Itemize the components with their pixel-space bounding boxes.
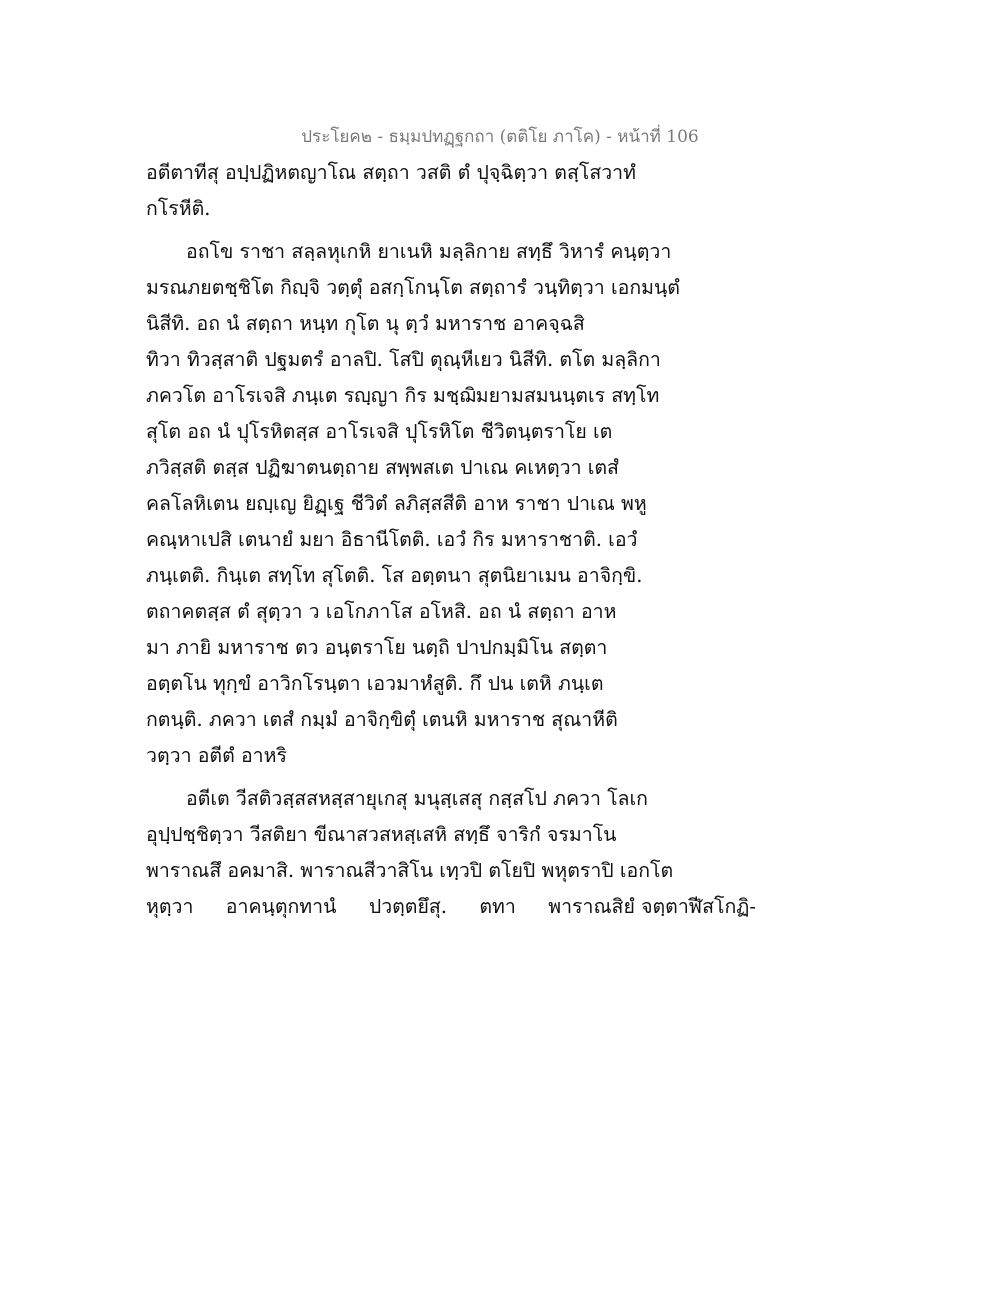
running-header: ประโยค๒ - ธมฺมปทฏฺฐกถา (ตติโย ภาโค) - หน้าที่ 106 [301, 127, 699, 147]
text-line: คณฺหาเปสิ เตนายํ มยา อิธานีโตติ. เอวํ กิร มหาราชาติ. เอวํ [146, 528, 638, 551]
text-line: นิสีทิ. อถ นํ สตฺถา หนฺท กุโต นุ ตฺวํ มหาราช อาคจฺฉสิ [146, 312, 585, 335]
text-line: สุโต อถ นํ ปุโรหิตสฺส อาโรเจสิ ปุโรหิโต ชีวิตนฺตราโย เต [146, 420, 613, 443]
word: พาราณสิยํ จตฺตาฬีสโกฏิ- [548, 895, 756, 918]
word: ปวตฺตยึสุ. [368, 895, 447, 918]
text-line: อตีตาทีสุ อปฺปฏิหตญาโณ สตฺถา วสติ ตํ ปุจฺฉิตฺวา ตสฺโสวาทํ [146, 161, 636, 184]
text-line: ตถาคตสฺส ตํ สุตฺวา ว เอโกภาโส อโหสิ. อถ นํ สตฺถา อาห [146, 600, 617, 623]
text-line: มา ภายิ มหาราช ตว อนฺตราโย นตฺถิ ปาปกมฺมิโน สตฺตา [146, 636, 608, 659]
text-line: วตฺวา อตีตํ อาหริ [146, 744, 287, 767]
text-line: ภควโต อาโรเจสิ ภนฺเต รญฺญา กิร มชฺฌิมยามสมนนฺตเร สทฺโท [146, 384, 660, 407]
text-line: ภนฺเตติ. กินฺเต สทฺโท สุโตติ. โส อตฺตนา สุตนิยาเมน อาจิกฺขิ. [146, 564, 643, 587]
text-line: อถโข ราชา สลฺลหุเกหิ ยาเนหิ มลฺลิกาย สทฺธึ วิหารํ คนฺตฺวา [186, 240, 672, 263]
text-line: กตนฺติ. ภควา เตสํ กมฺมํ อาจิกฺขิตุํ เตนหิ มหาราช สุณาหีติ [146, 708, 618, 731]
paragraph-2 [146, 234, 680, 774]
body-text [146, 155, 756, 925]
text-line: อตฺตโน ทุกฺขํ อาวิกโรนฺตา เอวมาหํสูติ. กึ ปน เตหิ ภนฺเต [146, 672, 604, 695]
word: ตทา [479, 895, 516, 918]
text-line: กโรหีติ. [146, 197, 211, 220]
paragraph-3 [146, 781, 756, 925]
text-line: คลโลหิเตน ยญฺเญ ยิฏฺเฐ ชีวิตํ ลภิสฺสสีติ อาห ราชา ปาเณ พหู [146, 492, 647, 515]
text-line: มรณภยตชฺชิโต กิญฺจิ วตฺตุํ อสกฺโกนฺโต สตฺถารํ วนฺทิตฺวา เอกมนฺตํ [146, 276, 680, 299]
text-line: พาราณสึ อคมาสิ. พาราณสีวาสิโน เทฺวปิ ตโยปิ พหุตราปิ เอกโต [146, 859, 674, 882]
text-line: ภวิสฺสติ ตสฺส ปฏิฆาตนตฺถาย สพฺพสเต ปาเณ คเหตฺวา เตสํ [146, 456, 619, 479]
text-line-justified [146, 889, 756, 925]
word: อาคนฺตุกทานํ [225, 895, 337, 918]
text-line: ทิวา ทิวสฺสาติ ปฐมตรํ อาลปิ. โสปิ ตุณฺหีเยว นิสีทิ. ตโต มลฺลิกา [146, 348, 661, 371]
text-line: อุปฺปชฺชิตฺวา วีสติยา ขีณาสวสหสฺเสหิ สทฺธึ จาริกํ จรมาโน [146, 823, 617, 846]
word: หุตฺวา [146, 895, 194, 918]
text-line: อตีเต วีสติวสฺสสหสฺสายุเกสุ มนุสฺเสสุ กสฺสโป ภควา โลเก [186, 787, 648, 810]
paragraph-1 [146, 155, 666, 227]
